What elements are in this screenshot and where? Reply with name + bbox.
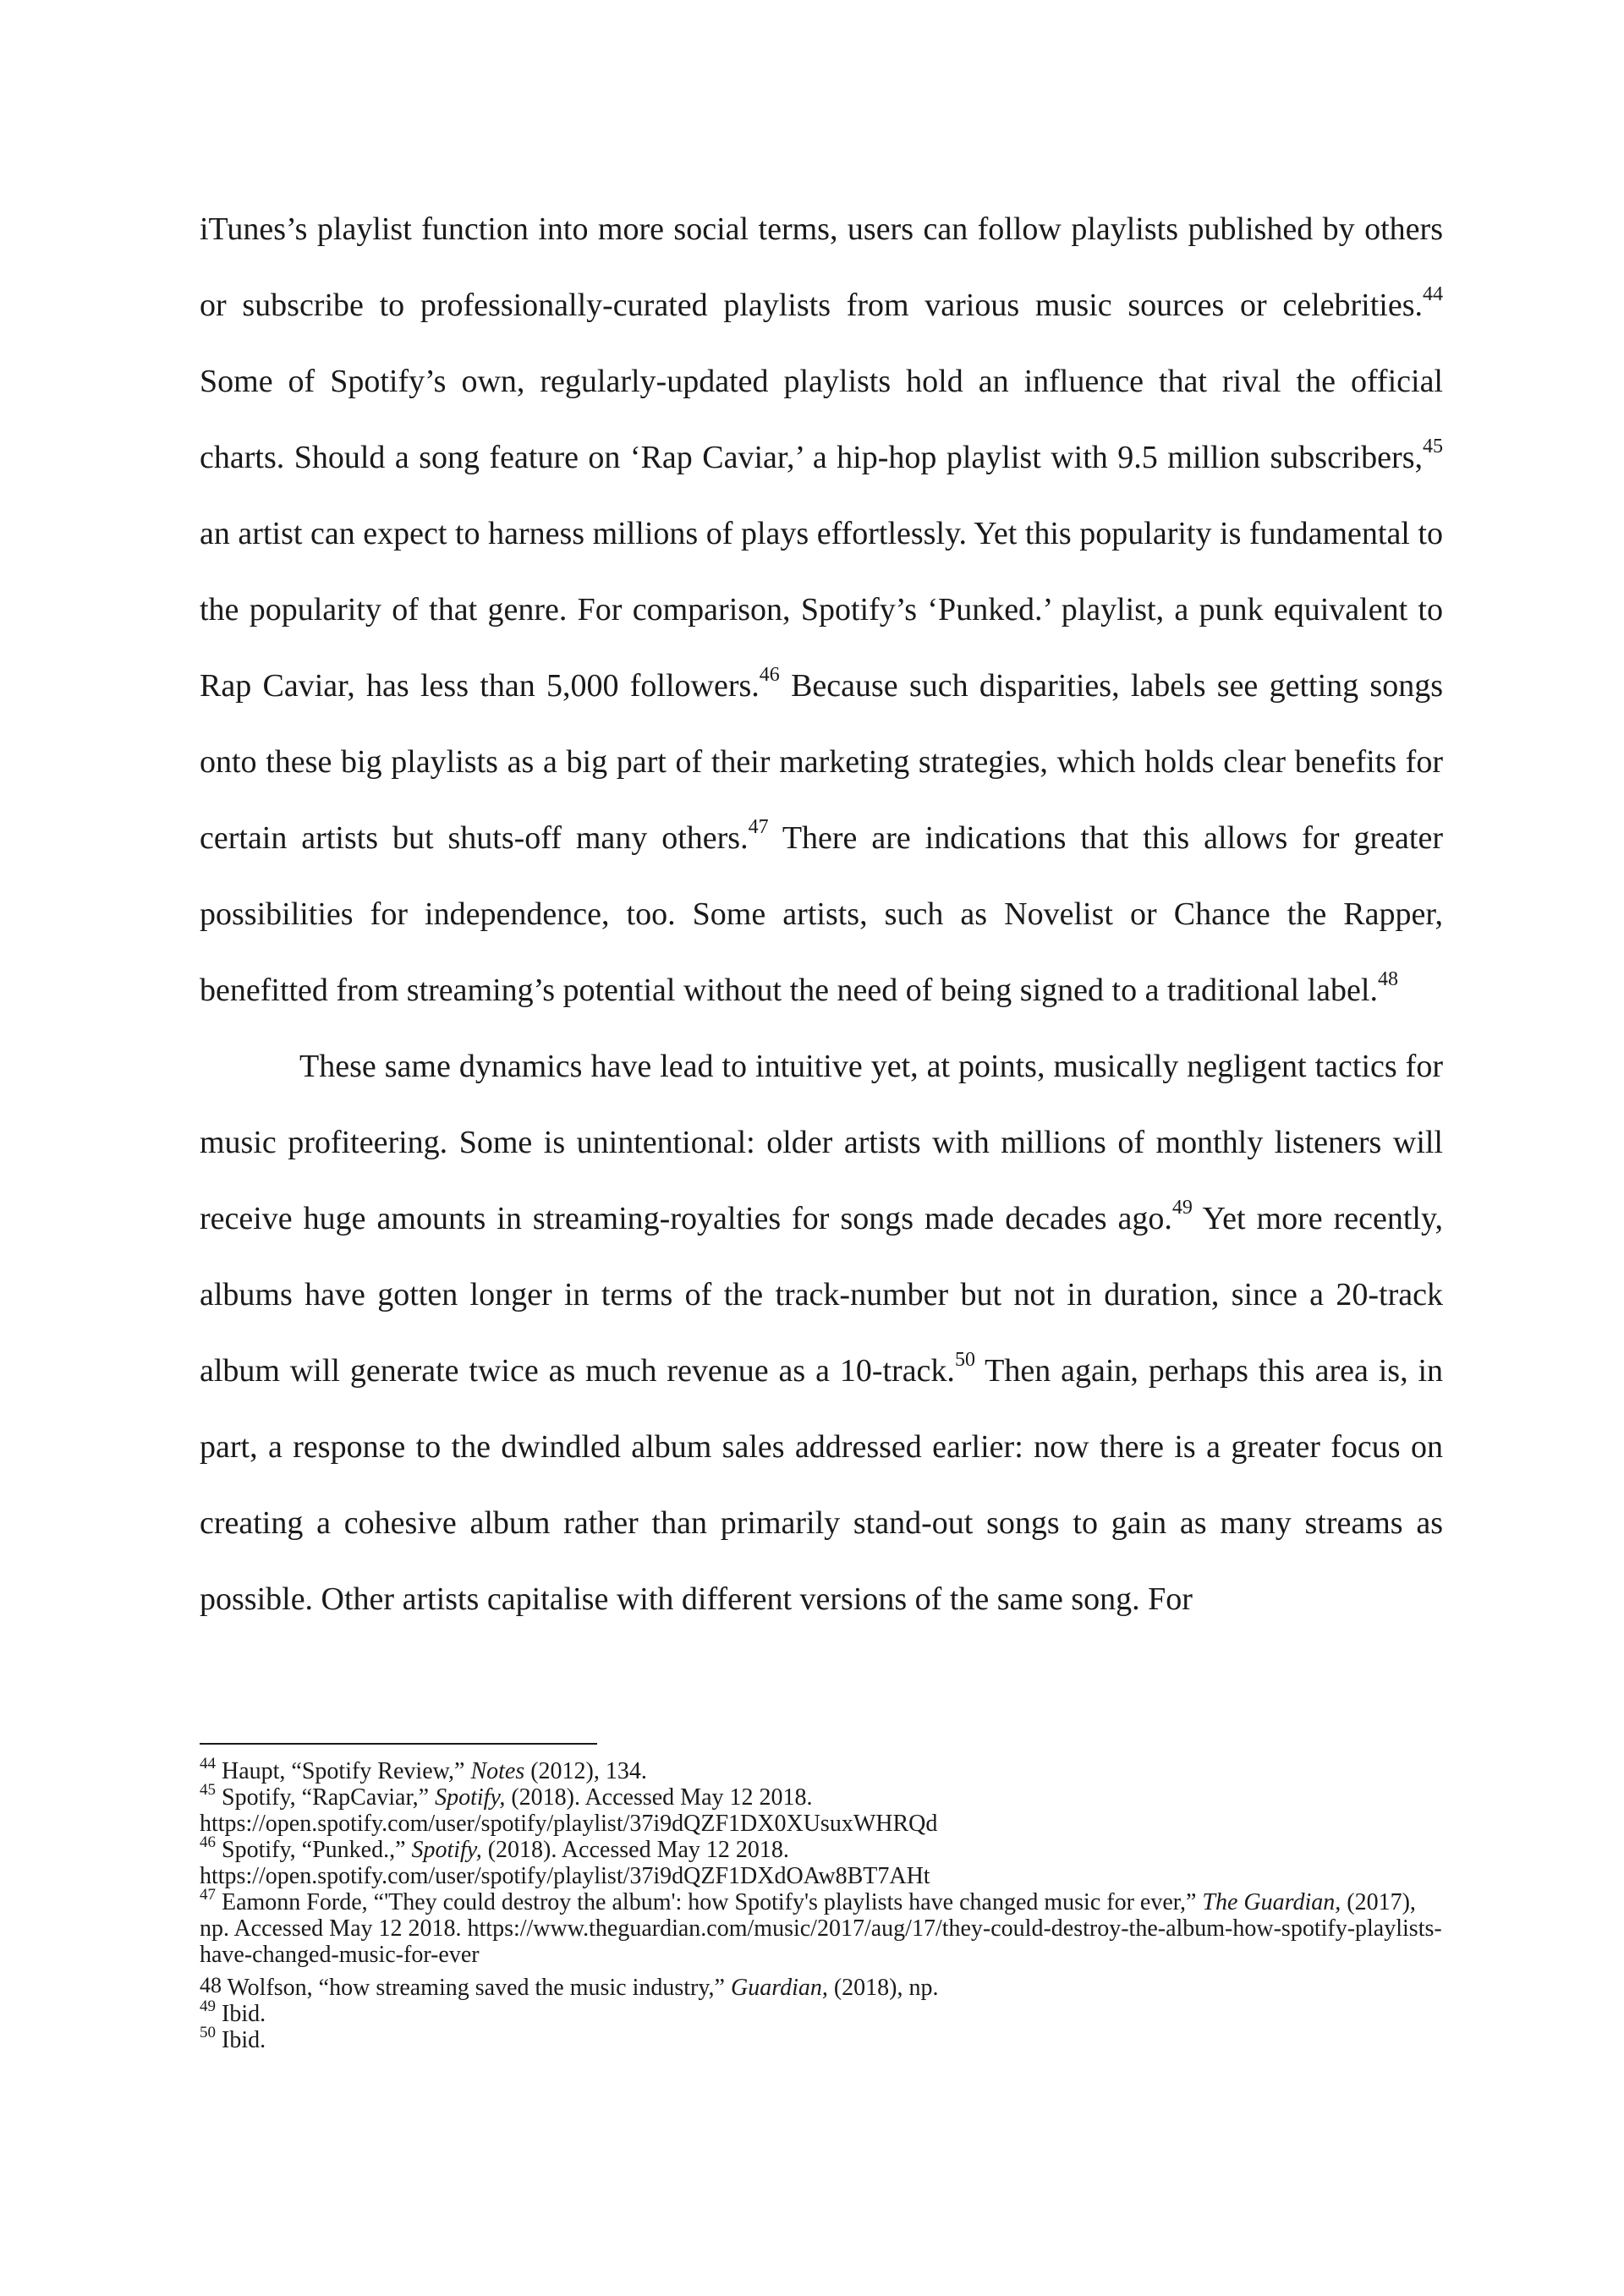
footnote-45 xyxy=(200,1780,1443,1837)
footnote-ref-48[interactable]: 48 xyxy=(1377,968,1398,991)
footnote-ref-50[interactable]: 50 xyxy=(954,1349,975,1372)
footnote-ref-47[interactable]: 47 xyxy=(748,816,769,839)
footnote-number: 48 xyxy=(200,1973,222,1997)
footnote-italic: Spotify, xyxy=(411,1837,482,1863)
footnote-ref-45[interactable]: 45 xyxy=(1423,436,1443,458)
text-run: Some of Spotify’s own, regularly-updated playlists hold an influence that rival the official charts. Should a song feature on ‘Rap Caviar,’ a hip-hop playlist with 9.5 million subscribers, xyxy=(200,364,1443,475)
paragraph-1 xyxy=(200,191,1443,1028)
footnote-text: Spotify, “Punked.,” xyxy=(216,1837,412,1863)
footnote-49 xyxy=(200,1997,1443,2027)
footnote-number: 47 xyxy=(200,1885,216,1904)
footnote-italic: Notes xyxy=(470,1758,525,1784)
text-run: These same dynamics have lead to intuitive yet, at points, musically negligent tactics for music profiteering. Some is unintentional: older artists with millions of monthly listeners will receive huge amounts in streaming-royalties for songs made decades ago. xyxy=(200,1049,1443,1236)
footnote-text: Haupt, “Spotify Review,” xyxy=(216,1758,471,1784)
footnote-number: 49 xyxy=(200,1997,216,2015)
footnotes xyxy=(200,1754,1443,2053)
footnote-number: 44 xyxy=(200,1754,216,1773)
footnote-50 xyxy=(200,2023,1443,2053)
footnote-text: Wolfson, “how streaming saved the music industry,” xyxy=(222,1975,731,2001)
footnote-italic: The Guardian, xyxy=(1202,1889,1341,1915)
footnote-ref-46[interactable]: 46 xyxy=(759,664,780,687)
footnote-text: Ibid. xyxy=(216,2027,266,2053)
body-text xyxy=(200,191,1443,1637)
footnote-italic: Spotify, xyxy=(435,1784,506,1811)
footnote-number: 50 xyxy=(200,2023,216,2041)
paragraph-2 xyxy=(200,1028,1443,1637)
footnote-text: (2017), np. Accessed May 12 2018. https://www.theguardian.com/music/2017/aug/17/they-could-destroy-the-album-how-spotify-playlists-have-changed-music-for-ever xyxy=(200,1889,1442,1968)
footnote-47 xyxy=(200,1885,1443,1968)
footnote-text: (2018). Accessed May 12 2018. xyxy=(505,1784,813,1811)
footnote-text: (2018). Accessed May 12 2018. xyxy=(481,1837,789,1863)
text-run: Yet more recently, albums have gotten longer in terms of the track-number but not in duration, since a 20-track album will generate twice as much revenue as a 10-track. xyxy=(200,1201,1443,1389)
text-run: an artist can expect to harness millions of plays effortlessly. Yet this popularity is fundamental to the popularity of that genre. For comparison, Spotify’s ‘Punked.’ playlist, a punk equivalent to Rap Caviar, has less than 5,000 followers. xyxy=(200,516,1443,704)
footnote-44 xyxy=(200,1754,1443,1784)
footnote-url[interactable]: https://open.spotify.com/user/spotify/playlist/37i9dQZF1DXdOAw8BT7AHt xyxy=(200,1863,930,1889)
text-run: iTunes’s playlist function into more social terms, users can follow playlists published by others or subscribe to professionally-curated playlists from various music sources or celebrities. xyxy=(200,211,1443,323)
footnote-text: (2018), np. xyxy=(827,1975,939,2001)
footnote-separator xyxy=(200,1743,597,1745)
footnote-number: 45 xyxy=(200,1780,216,1799)
footnote-italic: Guardian, xyxy=(730,1975,828,2001)
footnote-number: 46 xyxy=(200,1833,216,1851)
footnote-text: Eamonn Forde, “'They could destroy the album': how Spotify's playlists have changed music for ever,” xyxy=(216,1889,1203,1915)
footnote-48 xyxy=(200,1975,1443,2001)
footnote-text: Ibid. xyxy=(216,2001,266,2027)
text-run: Then again, perhaps this area is, in part, a response to the dwindled album sales addressed earlier: now there is a greater focus on creating a cohesive album rather than primarily stand-out songs to gain as many streams as possible. Other artists capitalise with different versions of the same song. For xyxy=(200,1353,1444,1617)
footnote-text: (2012), 134. xyxy=(524,1758,647,1784)
footnote-url[interactable]: https://open.spotify.com/user/spotify/playlist/37i9dQZF1DX0XUsuxWHRQd xyxy=(200,1811,938,1837)
text-run: Because such disparities, labels see getting songs onto these big playlists as a big part of their marketing strategies, which holds clear benefits for certain artists but shuts-off many others. xyxy=(200,668,1443,856)
text-run: There are indications that this allows for greater possibilities for independence, too. Some artists, such as Novelist or Chance the Rapper, benefitted from streaming’s potential without the need of being signed to a traditional label. xyxy=(200,820,1443,1008)
footnote-46 xyxy=(200,1833,1443,1889)
footnote-ref-44[interactable]: 44 xyxy=(1423,283,1443,306)
footnote-text: Spotify, “RapCaviar,” xyxy=(216,1784,436,1811)
footnote-ref-49[interactable]: 49 xyxy=(1171,1197,1193,1219)
